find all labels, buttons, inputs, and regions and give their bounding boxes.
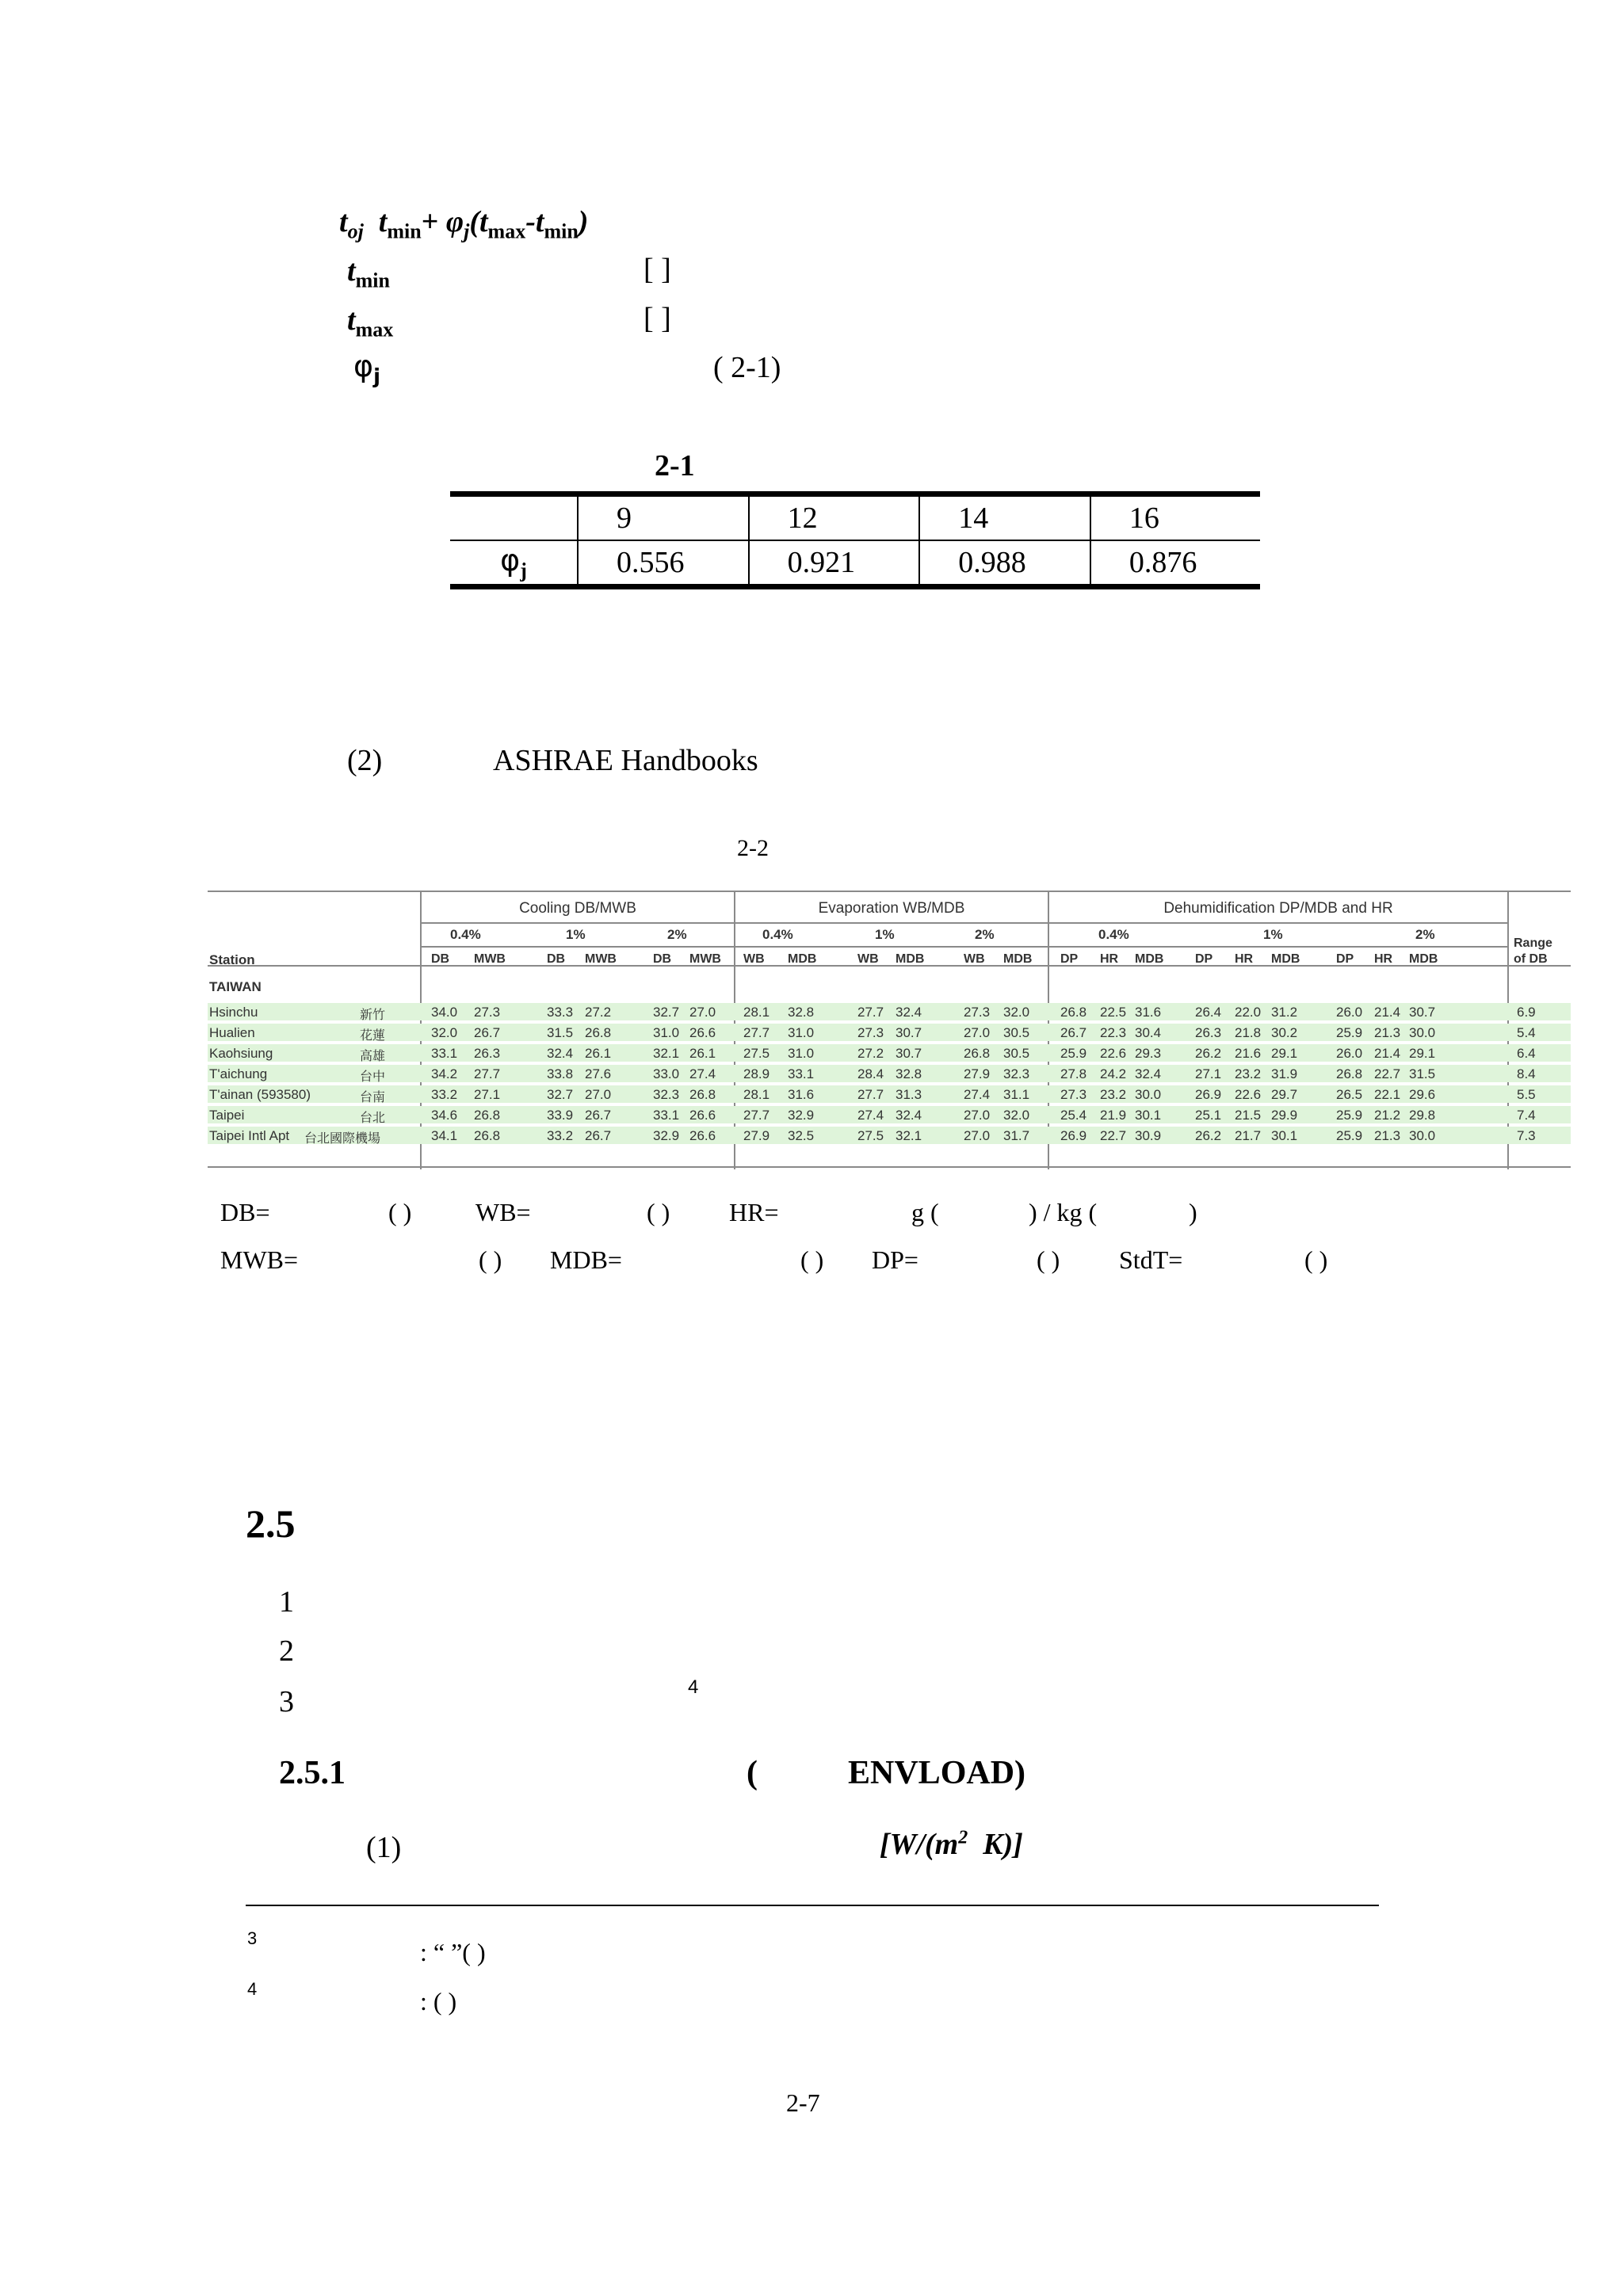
table-cell: 31.0	[788, 1046, 815, 1061]
table-cell: 32.4	[896, 1108, 922, 1123]
legend-paren: ( )	[388, 1198, 412, 1226]
legend-wb: WB=	[475, 1198, 531, 1226]
table-cell: 31.5	[1409, 1066, 1436, 1081]
station-header: Station	[209, 952, 255, 967]
table-cell: 25.9	[1336, 1128, 1363, 1143]
legend-paren: ( )	[1304, 1245, 1328, 1274]
table-cell: 32.1	[653, 1046, 680, 1061]
table-cell: 32.1	[896, 1128, 922, 1143]
table-cell: 27.6	[585, 1066, 612, 1081]
table-cell: 23.2	[1100, 1087, 1127, 1102]
table-cell: 21.9	[1100, 1108, 1127, 1123]
table-cell: 24.2	[1100, 1066, 1127, 1081]
table-cell: 32.8	[788, 1005, 815, 1020]
def-tmax: $t_{max}$	[347, 303, 394, 341]
column-header: DB	[653, 952, 672, 966]
table-cell: 26.9	[1195, 1087, 1222, 1102]
legend-hr-unit: )	[1189, 1198, 1197, 1226]
table-cell: 26.9	[1060, 1128, 1087, 1143]
table-2-1	[450, 491, 1260, 589]
table-cell: 33.3	[547, 1005, 574, 1020]
table-cell: 27.1	[474, 1087, 501, 1102]
legend-mdb: MDB=	[550, 1245, 622, 1274]
table-cell: 6.4	[1517, 1046, 1536, 1061]
table-cell: 33.9	[547, 1108, 574, 1123]
table-cell: 6.9	[1517, 1005, 1536, 1020]
item-1-number: (1)	[366, 1831, 402, 1864]
table-cell: 29.3	[1135, 1046, 1162, 1061]
table-cell: 30.7	[1409, 1005, 1436, 1020]
table-cell: 27.0	[585, 1087, 612, 1102]
def-tmin: $t_{min}$	[347, 254, 390, 292]
table-cell: 22.1	[1374, 1087, 1401, 1102]
table-cell: 21.7	[1235, 1128, 1262, 1143]
table-cell: 27.9	[964, 1066, 991, 1081]
table-cell: 29.1	[1409, 1046, 1436, 1061]
column-header: MWB	[474, 952, 506, 966]
table-cell: 26.3	[474, 1046, 501, 1061]
table-row	[450, 540, 1260, 587]
table-cell: 34.2	[431, 1066, 458, 1081]
station-name: Taipei Intl Apt	[209, 1128, 290, 1143]
table-cell: 31.9	[1271, 1066, 1298, 1081]
legend-paren: ( )	[1037, 1245, 1060, 1274]
table-row	[208, 1044, 1571, 1062]
table-cell: 30.7	[896, 1046, 922, 1061]
station-name: T'ainan (593580)	[209, 1087, 311, 1102]
table-cell: 27.0	[964, 1128, 991, 1143]
table-cell: 30.2	[1271, 1025, 1298, 1040]
table-cell: 25.9	[1336, 1108, 1363, 1123]
table-cell: 22.6	[1100, 1046, 1127, 1061]
table-cell: 27.0	[964, 1108, 991, 1123]
table-cell: 26.1	[585, 1046, 612, 1061]
table-cell: 5.5	[1517, 1087, 1536, 1102]
table-cell: 32.3	[1003, 1066, 1030, 1081]
table-cell: 28.4	[857, 1066, 884, 1081]
table-cell: 21.4	[1374, 1005, 1401, 1020]
legend-paren: ( )	[647, 1198, 670, 1226]
def-tmin-bracket: [ ]	[643, 253, 671, 286]
table-cell: 33.2	[431, 1087, 458, 1102]
section-2-5-1-title: ENVLOAD)	[848, 1755, 1026, 1791]
table-cell: 21.5	[1235, 1108, 1262, 1123]
table-cell: 22.3	[1100, 1025, 1127, 1040]
table-cell: 26.0	[1336, 1046, 1363, 1061]
table-cell: 31.2	[1271, 1005, 1298, 1020]
group-evaporation: Evaporation WB/MDB	[818, 900, 965, 917]
table-cell: 27.5	[743, 1046, 770, 1061]
column-header: MDB	[896, 952, 925, 966]
table-cell: 8.4	[1517, 1066, 1536, 1081]
region-label: TAIWAN	[209, 979, 262, 994]
column-header: MDB	[788, 952, 817, 966]
section-2-5-1-number: 2.5.1	[279, 1755, 346, 1791]
legend-hr-unit: ) / kg (	[1029, 1198, 1098, 1226]
table-cell: 27.9	[743, 1128, 770, 1143]
column-header: WB	[743, 952, 765, 966]
table-cell: 27.7	[474, 1066, 501, 1081]
table-cell: 32.7	[547, 1087, 574, 1102]
table-cell: 26.5	[1336, 1087, 1363, 1102]
table-cell: 32.0	[1003, 1005, 1030, 1020]
table-cell: 32.3	[653, 1087, 680, 1102]
table-cell: 22.5	[1100, 1005, 1127, 1020]
table-cell: 21.3	[1374, 1025, 1401, 1040]
table-cell: 28.9	[743, 1066, 770, 1081]
def-phi-ref: ( 2-1)	[713, 351, 781, 384]
column-header: DB	[431, 952, 450, 966]
table-row	[208, 1106, 1571, 1123]
column-header: DP	[1195, 952, 1213, 966]
table-cell: 26.3	[1195, 1025, 1222, 1040]
column-header: WB	[964, 952, 985, 966]
table-cell: 22.7	[1100, 1128, 1127, 1143]
table-cell: 34.1	[431, 1128, 458, 1143]
table-cell: 30.5	[1003, 1025, 1030, 1040]
column-header: MDB	[1409, 952, 1438, 966]
table-cell: 27.3	[857, 1025, 884, 1040]
table-cell: 27.7	[743, 1108, 770, 1123]
table-cell: 21.6	[1235, 1046, 1262, 1061]
table-cell: 32.7	[653, 1005, 680, 1020]
table-cell: 27.2	[857, 1046, 884, 1061]
table-cell: 33.1	[431, 1046, 458, 1061]
footnote-3-text: : “ ”( )	[420, 1938, 486, 1966]
table-cell: 26.1	[689, 1046, 716, 1061]
station-name: Hualien	[209, 1025, 255, 1040]
table-cell: 32.0	[431, 1025, 458, 1040]
footnote-divider	[246, 1905, 1379, 1906]
ashrae-table: Cooling DB/MWB Evaporation WB/MDB Dehumidification DP/MDB and HR 0.4% 1% 2% 0.4% 1% 2% 0.4% 1% 2% Range of DB Station DB MWB DB MWB DB MWB WB MDB WB MDB WB MDB DP HR MDB DP HR MDB DP HR MDB TAIWAN Hsinchu 新竹 34.0 27.3 33.3 27.2 32.7 27.0 28.1 32.8 27.7 32.4 27.3 32.0 26.8 22.5 31.6 26.4 22.0 31.2 26.0 21.4 30.7 6.9 Hualien 花蓮 32.0 26.7 31.5 26.8 31.0 26.6 27.7 31.0 27.3 30.7 27.0 30.5 26.7 22.3 30.4 26.3 21.8 30.2 25.9 21.3 30.0 5.4 Kaohsiung 高雄 33.1 26.3 32.4 26.1 32.1 26.1 27.5 31.0 27.2 30.7 26.8 30.5 25.9 22.6 29.3 26.2 21.6 29.1 26.0 21.4 29.1 6.4 T'aichung 台中 34.2 27.7 33.8 27.6 33.0 27.4 28.9 33.1 28.4 32.8 27.9 32.3 27.8 24.2 32.4 27.1 23.2 31.9 26.8 22.7 31.5 8.4 T'ainan (593580) 台南 33.2 27.1 32.7 27.0 32.3 26.8 28.1 31.6 27.7 31.3 27.4 31.1 27.3 23.2 30.0 26.9 22.6 29.7 26.5 22.1 29.6 5.5 Taipei 台北 34.6 26.8 33.9 26.7 33.1 26.6 27.7 32.9 27.4 32.4 27.0 32.0 25.4 21.9 30.1 25.1 21.5 29.9 25.9 21.2 29.8 7.4 Taipei Intl Apt 台北國際機場 34.1 26.8 33.2 26.7 32.9 26.6 27.9 32.5 27.5 32.1 27.0 31.7 26.9 22.7 30.9 26.2 21.7 30.1 25.9 21.3 30.0 7.3	[208, 887, 1571, 1173]
table-cell: 27.4	[689, 1066, 716, 1081]
legend-mwb: MWB=	[220, 1245, 299, 1274]
legend-hr: HR=	[729, 1198, 779, 1226]
table-cell: 27.2	[585, 1005, 612, 1020]
legend-stdt: StdT=	[1119, 1245, 1183, 1274]
station-name-cjk: 高雄	[360, 1050, 386, 1063]
station-name-cjk: 台北	[360, 1112, 386, 1125]
table-cell: 26.6	[689, 1025, 716, 1040]
table-cell: 33.8	[547, 1066, 574, 1081]
section-2-5-1-paren: (	[747, 1755, 758, 1791]
table-cell: 21.8	[1235, 1025, 1262, 1040]
table-cell: 27.7	[857, 1005, 884, 1020]
table-cell: 33.0	[653, 1066, 680, 1081]
list-item: 1	[279, 1585, 294, 1619]
table-cell: 32.4	[1135, 1066, 1162, 1081]
table-cell: 16	[1090, 494, 1260, 541]
table-cell: 31.1	[1003, 1087, 1030, 1102]
table-cell: 30.0	[1409, 1128, 1436, 1143]
table-cell: 29.8	[1409, 1108, 1436, 1123]
table-cell: 27.1	[1195, 1066, 1222, 1081]
table-row	[208, 1085, 1571, 1103]
table-cell: 26.8	[1060, 1005, 1087, 1020]
table-cell: 26.2	[1195, 1046, 1222, 1061]
table-cell: 28.1	[743, 1005, 770, 1020]
group-cooling: Cooling DB/MWB	[519, 900, 636, 917]
table-cell: 5.4	[1517, 1025, 1536, 1040]
table-row	[208, 1127, 1571, 1144]
table-cell: 21.4	[1374, 1046, 1401, 1061]
table-cell: 27.4	[964, 1087, 991, 1102]
table-row-label: $\varphi_j$	[450, 540, 578, 587]
table-cell: 30.1	[1271, 1128, 1298, 1143]
legend-hr-unit: g (	[911, 1198, 939, 1226]
footnote-4-text: : ( )	[420, 1987, 457, 2016]
column-header: HR	[1235, 952, 1254, 966]
table-cell: 29.6	[1409, 1087, 1436, 1102]
def-tmax-bracket: [ ]	[643, 302, 671, 335]
table22-title: 2-2	[737, 835, 769, 861]
table-cell: 32.9	[788, 1108, 815, 1123]
table-cell: 26.8	[474, 1128, 501, 1143]
table-cell: 27.4	[857, 1108, 884, 1123]
table-cell: 26.8	[474, 1108, 501, 1123]
table-cell: 32.4	[547, 1046, 574, 1061]
section-2-number: (2)	[347, 744, 383, 777]
table-cell: 22.7	[1374, 1066, 1401, 1081]
table-cell: 27.0	[689, 1005, 716, 1020]
column-header: WB	[857, 952, 879, 966]
table-row	[450, 494, 1260, 541]
table-cell: 29.1	[1271, 1046, 1298, 1061]
table-cell: 30.4	[1135, 1025, 1162, 1040]
group-dehumidification: Dehumidification DP/MDB and HR	[1163, 900, 1393, 917]
table-cell: 31.0	[788, 1025, 815, 1040]
legend-paren: ( )	[479, 1245, 502, 1274]
table-cell: 0.556	[578, 540, 749, 587]
table-cell: 14	[919, 494, 1090, 541]
table-cell: 33.1	[788, 1066, 815, 1081]
table-cell: 30.5	[1003, 1046, 1030, 1061]
table-cell: 31.6	[788, 1087, 815, 1102]
item-1-unit: [$W/(m^2$ K)]	[880, 1827, 1023, 1861]
table-cell: 21.3	[1374, 1128, 1401, 1143]
table-cell: 26.8	[585, 1025, 612, 1040]
table-cell: 26.7	[585, 1108, 612, 1123]
table-row	[208, 1065, 1571, 1082]
column-header: DP	[1336, 952, 1354, 966]
table-cell: 0.988	[919, 540, 1090, 587]
table-cell: 31.3	[896, 1087, 922, 1102]
station-name-cjk: 花蓮	[360, 1029, 386, 1043]
table-cell: 26.7	[585, 1128, 612, 1143]
station-name-cjk: 台南	[360, 1091, 386, 1104]
footnote-mark-3: 3	[247, 1928, 258, 1948]
table-cell: 12	[749, 494, 920, 541]
table-cell: 27.3	[474, 1005, 501, 1020]
table-cell: 25.9	[1336, 1025, 1363, 1040]
station-name: Kaohsiung	[209, 1046, 273, 1061]
table-cell: 22.0	[1235, 1005, 1262, 1020]
def-phi: $\varphi_j$	[353, 349, 380, 389]
table-cell: 23.2	[1235, 1066, 1262, 1081]
column-header: HR	[1374, 952, 1393, 966]
section-2-5-heading: 2.5	[246, 1501, 296, 1546]
list-item: 3	[279, 1685, 294, 1718]
station-name-cjk: 台中	[360, 1070, 386, 1084]
table-cell: 26.8	[1336, 1066, 1363, 1081]
column-header: MDB	[1135, 952, 1164, 966]
table21-title: 2-1	[655, 449, 695, 482]
table-cell: 34.0	[431, 1005, 458, 1020]
table-cell: 27.3	[964, 1005, 991, 1020]
table-cell: 33.1	[653, 1108, 680, 1123]
table-cell: 26.6	[689, 1128, 716, 1143]
table-cell: 26.6	[689, 1108, 716, 1123]
table-cell: 31.5	[547, 1025, 574, 1040]
table-cell: 26.4	[1195, 1005, 1222, 1020]
table-row	[208, 1024, 1571, 1041]
table-cell: 30.9	[1135, 1128, 1162, 1143]
station-name: Taipei	[209, 1108, 245, 1123]
table-cell: 27.7	[857, 1087, 884, 1102]
table-cell: 31.0	[653, 1025, 680, 1040]
table-cell: 0.876	[1090, 540, 1260, 587]
table-cell: 30.7	[896, 1025, 922, 1040]
table-cell: 27.7	[743, 1025, 770, 1040]
section-2-text: ASHRAE Handbooks	[493, 744, 758, 777]
table-cell: 7.3	[1517, 1128, 1536, 1143]
column-header: DB	[547, 952, 566, 966]
table-cell: 30.1	[1135, 1108, 1162, 1123]
table-cell: 29.7	[1271, 1087, 1298, 1102]
table-cell: 0.921	[749, 540, 920, 587]
table-cell: 26.7	[474, 1025, 501, 1040]
station-name-cjk: 新竹	[360, 1009, 386, 1022]
table-cell: 29.9	[1271, 1108, 1298, 1123]
table-cell: 32.9	[653, 1128, 680, 1143]
table-cell: 9	[578, 494, 749, 541]
station-name: T'aichung	[209, 1066, 268, 1081]
list-item: 2	[279, 1634, 294, 1668]
column-header: HR	[1100, 952, 1119, 966]
table-cell: 27.3	[1060, 1087, 1087, 1102]
table-cell: 27.5	[857, 1128, 884, 1143]
column-header: MWB	[585, 952, 617, 966]
table-cell: 27.0	[964, 1025, 991, 1040]
table-cell: 25.9	[1060, 1046, 1087, 1061]
table-cell: 26.2	[1195, 1128, 1222, 1143]
column-header: MWB	[689, 952, 721, 966]
station-name: Hsinchu	[209, 1005, 258, 1020]
footnote-mark-4: 4	[247, 1979, 258, 1999]
table-cell: 27.8	[1060, 1066, 1087, 1081]
table-cell: 30.0	[1135, 1087, 1162, 1102]
table-cell: 26.0	[1336, 1005, 1363, 1020]
table-cell: 33.2	[547, 1128, 574, 1143]
table-cell: 32.0	[1003, 1108, 1030, 1123]
table-cell: 26.8	[689, 1087, 716, 1102]
table-cell: 7.4	[1517, 1108, 1536, 1123]
legend-db: DB=	[220, 1198, 270, 1226]
table-cell: 32.5	[788, 1128, 815, 1143]
table-cell: 30.0	[1409, 1025, 1436, 1040]
formula-line: $t_{oj}$ $t_{min}+ \varphi_j(t_{max}-t_{min})$	[339, 205, 589, 243]
column-header: DP	[1060, 952, 1079, 966]
table-cell: 32.8	[896, 1066, 922, 1081]
table-cell: 25.1	[1195, 1108, 1222, 1123]
table-cell: 21.2	[1374, 1108, 1401, 1123]
table-cell: 22.6	[1235, 1087, 1262, 1102]
table-cell: 26.7	[1060, 1025, 1087, 1040]
legend-dp: DP=	[872, 1245, 918, 1274]
table-cell: 31.6	[1135, 1005, 1162, 1020]
table-cell: 32.4	[896, 1005, 922, 1020]
column-header: MDB	[1003, 952, 1033, 966]
table-cell: 26.8	[964, 1046, 991, 1061]
column-header: MDB	[1271, 952, 1300, 966]
table-cell: 25.4	[1060, 1108, 1087, 1123]
table-cell: 34.6	[431, 1108, 458, 1123]
table-row	[208, 1003, 1571, 1020]
legend-paren: ( )	[800, 1245, 824, 1274]
page-number: 2-7	[786, 2088, 820, 2117]
station-name-cjk: 台北國際機場	[304, 1132, 381, 1146]
table-cell: 28.1	[743, 1087, 770, 1102]
footnote-ref: 4	[688, 1676, 699, 1698]
table-cell: 31.7	[1003, 1128, 1030, 1143]
